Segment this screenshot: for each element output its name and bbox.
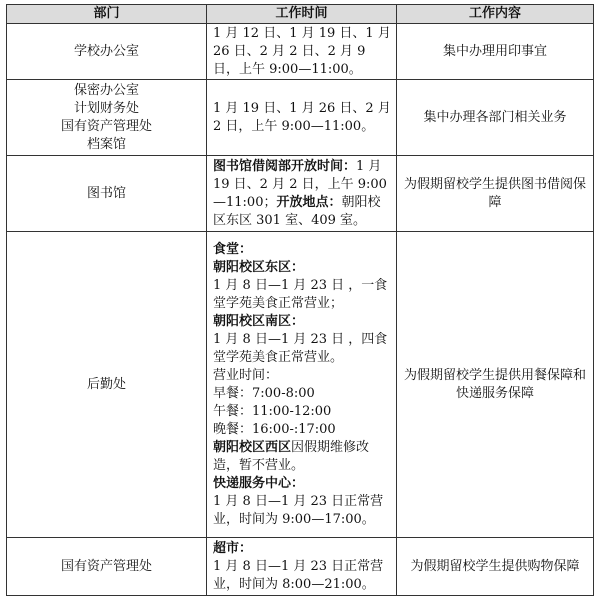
table-row [7,24,594,80]
dept-name: 学校办公室 [73,43,139,59]
time-line: 1 月 8 日—1 月 23 日 ，一食堂学苑美食正常营业； [213,277,388,311]
dept-name: 国有资产管理处 [60,118,152,134]
dept-name: 图书馆 [86,185,126,201]
time-line: 晚餐：16:00-:17:00 [213,421,336,437]
time-cell [207,156,397,232]
dept-cell [7,232,207,538]
table-row [7,80,594,156]
dept-cell [7,80,207,156]
time-text: 因假期维修改造，暂不营业。 [213,439,370,473]
time-label: 开放地点： [276,194,342,210]
content-cell: 为假期留校学生提供购物保障 [397,538,594,596]
time-cell: 1 月 19 日、1 月 26 日、2 月 2 日，上午 9:00—11:00。 [207,80,397,156]
time-line: 超市： [213,540,253,556]
content-cell: 集中办理各部门相关业务 [397,80,594,156]
time-label: 朝阳校区西区 [213,439,292,455]
header-content: 工作内容 [397,5,594,24]
content-cell: 为假期留校学生提供图书借阅保障 [397,156,594,232]
time-line: 快递服务中心： [213,475,305,491]
time-text: 1 月 19 日、2 月 2 日，上午 9:00—11:00； [213,158,387,210]
dept-name: 计划财务处 [73,100,139,116]
dept-cell [7,156,207,232]
time-line: 朝阳校区东区： [213,259,305,275]
time-line: 1 月 8 日—1 月 23 日正常营业，时间为 8:00—21:00。 [213,558,384,592]
dept-name: 国有资产管理处 [60,558,152,574]
schedule-table [6,4,594,596]
header-dept: 部门 [7,5,207,24]
time-cell [207,538,397,596]
time-label: 图书馆借阅部开放时间： [213,158,357,174]
time-cell [207,232,397,538]
header-row [7,5,594,24]
time-text: 朝阳校区东区 301 室、409 室。 [213,194,381,228]
table-row [7,156,594,232]
content-cell: 为假期留校学生提供用餐保障和快递服务保障 [397,232,594,538]
time-line: 朝阳校区南区： [213,313,305,329]
time-line: 1 月 8 日—1 月 23 日正常营业，时间为 9:00—17:00。 [213,493,384,527]
content-cell: 集中办理用印事宜 [397,24,594,80]
dept-name: 后勤处 [86,376,126,392]
dept-name: 保密办公室 [73,82,139,98]
time-line: 早餐：7:00-8:00 [213,385,315,401]
header-time: 工作时间 [207,5,397,24]
dept-cell [7,24,207,80]
table-row [7,538,594,596]
table-row [7,232,594,538]
dept-cell [7,538,207,596]
dept-name: 档案馆 [86,136,126,152]
time-line: 午餐：11:00-12:00 [213,403,332,419]
time-line: 1 月 8 日—1 月 23 日 ，四食堂学苑美食正常营业。 [213,331,388,365]
time-cell: 1 月 12 日、1 月 19 日、1 月 26 日、2 月 2 日、2 月 9 日，上午 9:00—11:00。 [207,24,397,80]
time-line: 营业时间： [213,367,279,383]
time-line: 食堂： [213,241,253,257]
